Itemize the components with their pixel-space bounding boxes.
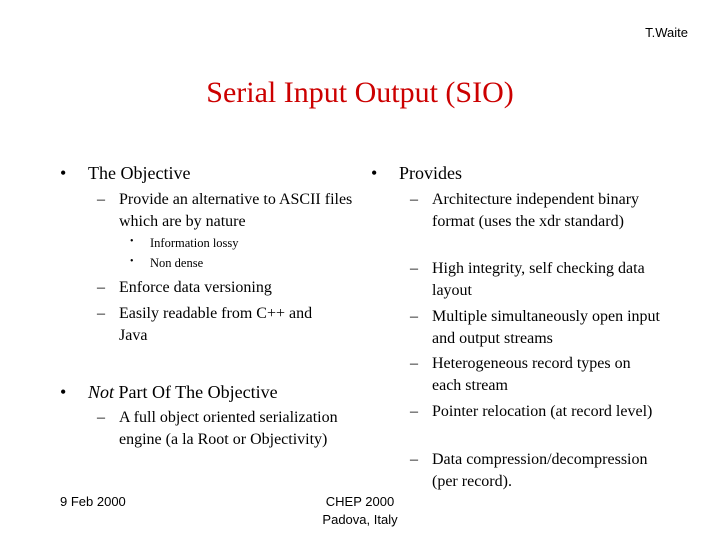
footer-date: 9 Feb 2000 xyxy=(60,494,126,509)
provides-item-text: Data compression/decompression (per record). xyxy=(432,451,648,490)
bullet-marker: • xyxy=(60,163,67,183)
provides-item-text: Heterogeneous record types on each stream xyxy=(432,355,631,394)
bullet-marker: • xyxy=(371,163,378,183)
not-objective-item-text: A full object oriented serialization engine (a la Root or Objectivity) xyxy=(119,409,338,448)
dash-marker: – xyxy=(410,451,418,468)
dash-marker: – xyxy=(410,308,418,325)
objective-subitem xyxy=(130,233,350,253)
provides-item xyxy=(410,449,662,493)
objective-item-text: Easily readable from C++ and Java xyxy=(119,305,313,344)
objective-item xyxy=(97,189,362,233)
footer-conference xyxy=(318,493,402,529)
dash-marker: – xyxy=(410,403,418,420)
provides-heading xyxy=(371,162,671,184)
sub-bullet-marker: • xyxy=(130,236,134,247)
objective-subitem-text: Non dense xyxy=(150,256,204,270)
dash-marker: – xyxy=(97,191,105,208)
objective-item xyxy=(97,303,342,347)
dash-marker: – xyxy=(97,279,105,296)
slide-title: Serial Input Output (SIO) xyxy=(206,76,514,109)
provides-item-text: Pointer relocation (at record level) xyxy=(432,403,653,420)
footer-location: Padova, Italy xyxy=(322,512,398,527)
provides-item xyxy=(410,258,662,302)
provides-item-text: Multiple simultaneously open input and output streams xyxy=(432,308,660,347)
objective-heading-text: The Objective xyxy=(88,163,191,183)
not-objective-item xyxy=(97,407,345,451)
objective-subitem-text: Information lossy xyxy=(150,236,239,250)
not-emphasis: Not xyxy=(88,382,115,402)
sub-bullet-marker: • xyxy=(130,256,134,267)
provides-item xyxy=(410,401,662,423)
provides-item xyxy=(410,306,662,350)
dash-marker: – xyxy=(410,355,418,372)
author-label: T.Waite xyxy=(645,25,688,40)
not-objective-heading-text: Part Of The Objective xyxy=(114,382,278,402)
dash-marker: – xyxy=(410,260,418,277)
footer-conference-name: CHEP 2000 xyxy=(325,494,395,509)
bullet-marker: • xyxy=(60,382,67,402)
not-objective-heading xyxy=(60,381,350,403)
provides-item-text: High integrity, self checking data layout xyxy=(432,260,645,299)
objective-heading xyxy=(60,162,350,184)
objective-item-text: Provide an alternative to ASCII files which are by nature xyxy=(119,191,353,230)
dash-marker: – xyxy=(97,305,105,322)
objective-subitem xyxy=(130,253,350,273)
provides-item xyxy=(410,353,662,397)
provides-item-text: Architecture independent binary format (uses the xdr standard) xyxy=(432,191,640,230)
objective-item xyxy=(97,277,362,299)
dash-marker: – xyxy=(97,409,105,426)
provides-heading-text: Provides xyxy=(399,163,462,183)
provides-item xyxy=(410,189,662,233)
objective-item-text: Enforce data versioning xyxy=(119,279,272,296)
dash-marker: – xyxy=(410,191,418,208)
